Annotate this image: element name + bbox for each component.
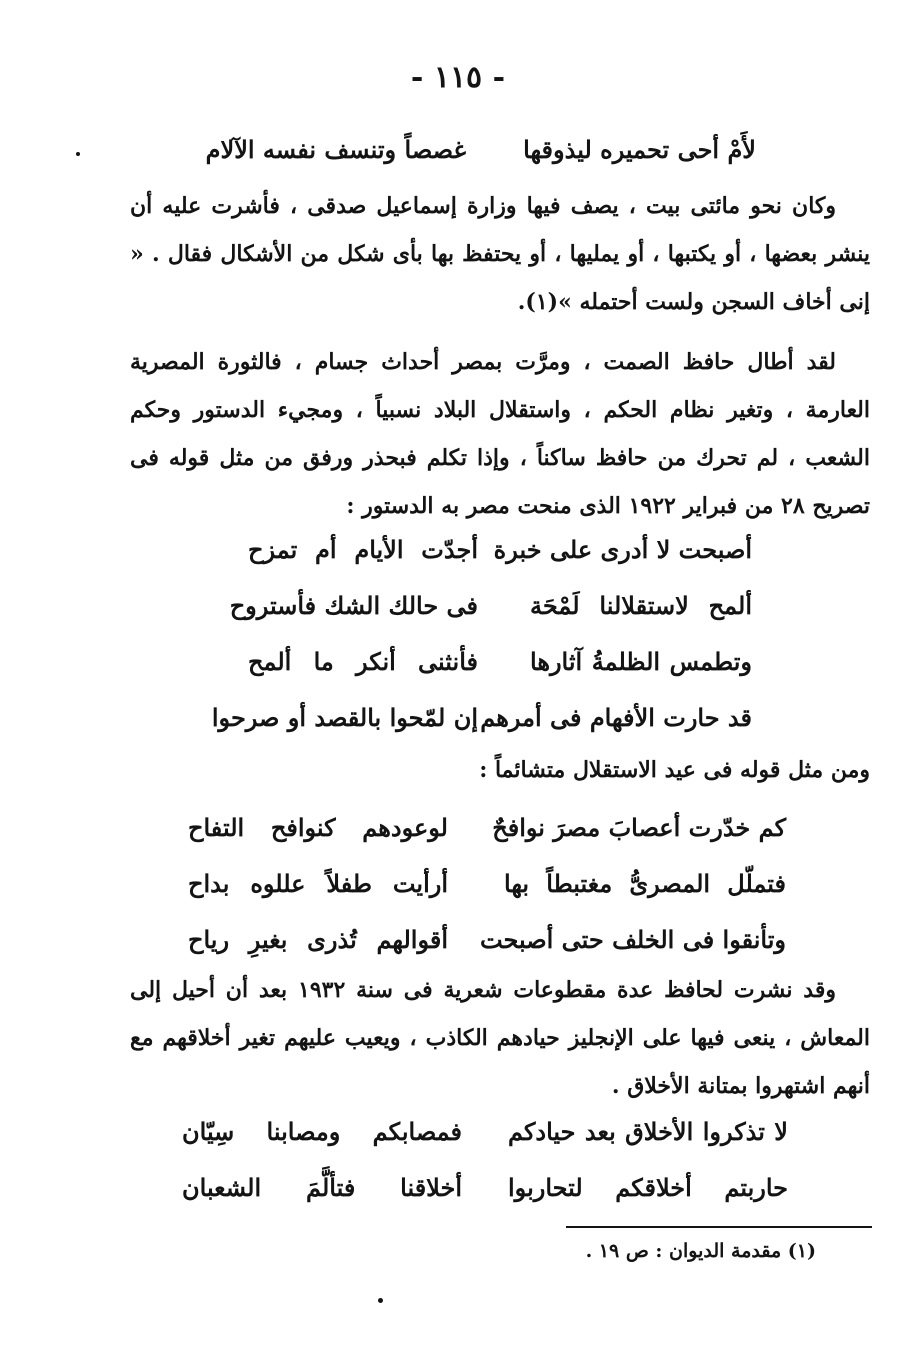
verse-gap [462, 1160, 508, 1216]
verse-line [211, 690, 752, 746]
opening-verse [205, 122, 756, 178]
verse-first-hemistich: فتملّل المصرىُّ مغتبطاً بها [504, 869, 786, 898]
verse-first-hemistich: أصبحت لا أدرى على خبرة [493, 535, 752, 564]
ink-speck [76, 152, 80, 156]
ink-speck [378, 1298, 383, 1303]
paragraph-3: ومن مثل قوله فى عيد الاستقلال متشائماً : [479, 757, 870, 783]
paragraph-2: لقد أطال حافظ الصمت ، ومرَّت بمصر أحداث جسام ، فالثورة المصرية العارمة ، وتغير نظام الحكم ، واستقلال البلاد نسبياً ، ومجيء الدستور وحكم الشعب ، لم تحرك من حافظ ساكناً ، وإذا تكلم فبحذر ورفق من مثل قوله فى تصريح ٢٨ من فبراير ١٩٢٢ الذى منحت مصر به الدستور : [130, 349, 870, 519]
verse-second-hemistich: فأنثنى أنكر ما ألمح [248, 647, 478, 676]
poem-3 [182, 1104, 788, 1216]
verse-first-hemistich: لأَمْ أحى تحميره ليذوقها [523, 135, 756, 164]
poem-2 [188, 800, 786, 968]
verse-second-hemistich: فمصابكم ومصابنا سِيّان [182, 1117, 462, 1146]
verse-gap [466, 122, 526, 178]
poem-1 [211, 522, 752, 746]
verse-first-hemistich: قد حارت الأفهام فى أمرهم [480, 703, 752, 732]
paragraph-1: وكان نحو مائتى بيت ، يصف فيها وزارة إسماعيل صدقى ، فأشرت عليه أن ينشر بعضها ، أو يكتبها ، أو يمليها ، أو يحتفظ بها بأى شكل من الأشكال فقال . « إنى أخاف السجن ولست أحتمله »(١). [130, 193, 870, 315]
verse-line [182, 1104, 788, 1160]
verse-first-hemistich: وتطمس الظلمةُ آثارها [530, 647, 752, 676]
page-number: - ١١٥ - [410, 60, 506, 95]
verse-line [188, 912, 786, 968]
verse-gap [478, 522, 530, 578]
verse-second-hemistich: فى حالك الشك فأستروح [229, 591, 478, 620]
verse-first-hemistich: لا تذكروا الأخلاق بعد حيادكم [508, 1117, 788, 1146]
verse-second-hemistich: أخلاقنا فتألَّمَ الشعبان [182, 1173, 462, 1202]
verse-line [188, 856, 786, 912]
verse-line [248, 522, 752, 578]
verse-gap [448, 856, 504, 912]
verse-second-hemistich: لوعودهم كنوافح التفاح [188, 813, 448, 842]
verse-gap [478, 690, 530, 746]
verse-gap [462, 1104, 508, 1160]
verse-second-hemistich: أجدّت الأيام أم تمزح [248, 535, 478, 564]
verse-gap [448, 800, 504, 856]
verse-line [188, 800, 786, 856]
verse-line [205, 122, 756, 178]
verse-first-hemistich: كم خدّرت أعصابَ مصرَ نوافحٌ [492, 813, 786, 842]
verse-second-hemistich: أقوالهم تُذرى بغيرِ رياح [188, 925, 448, 954]
footnote: (١) مقدمة الديوان : ص ١٩ . [585, 1240, 816, 1262]
verse-gap [478, 634, 530, 690]
verse-second-hemistich: غصصاً وتنسف نفسه الآلام [205, 135, 466, 164]
verse-second-hemistich: إن لمّحوا بالقصد أو صرحوا [211, 703, 478, 732]
verse-gap [448, 912, 504, 968]
verse-line [248, 634, 752, 690]
verse-gap [478, 578, 530, 634]
verse-line [182, 1160, 788, 1216]
verse-first-hemistich: ألمح لاستقلالنا لَمْحَة [530, 591, 752, 620]
paragraph-4: وقد نشرت لحافظ عدة مقطوعات شعرية فى سنة ١٩٣٢ بعد أن أحيل إلى المعاش ، ينعى فيها على الإنجليز حيادهم الكاذب ، ويعيب عليهم تغير أخلاقهم مع أنهم اشتهروا بمتانة الأخلاق . [130, 977, 870, 1099]
verse-first-hemistich: حاربتم أخلاقكم لتحاربوا [508, 1173, 788, 1202]
verse-second-hemistich: أرأيت طفلاً عللوه بداح [188, 869, 448, 898]
footnote-divider [566, 1226, 872, 1228]
verse-first-hemistich: وتأنقوا فى الخلف حتى أصبحت [479, 925, 786, 954]
verse-line [229, 578, 752, 634]
